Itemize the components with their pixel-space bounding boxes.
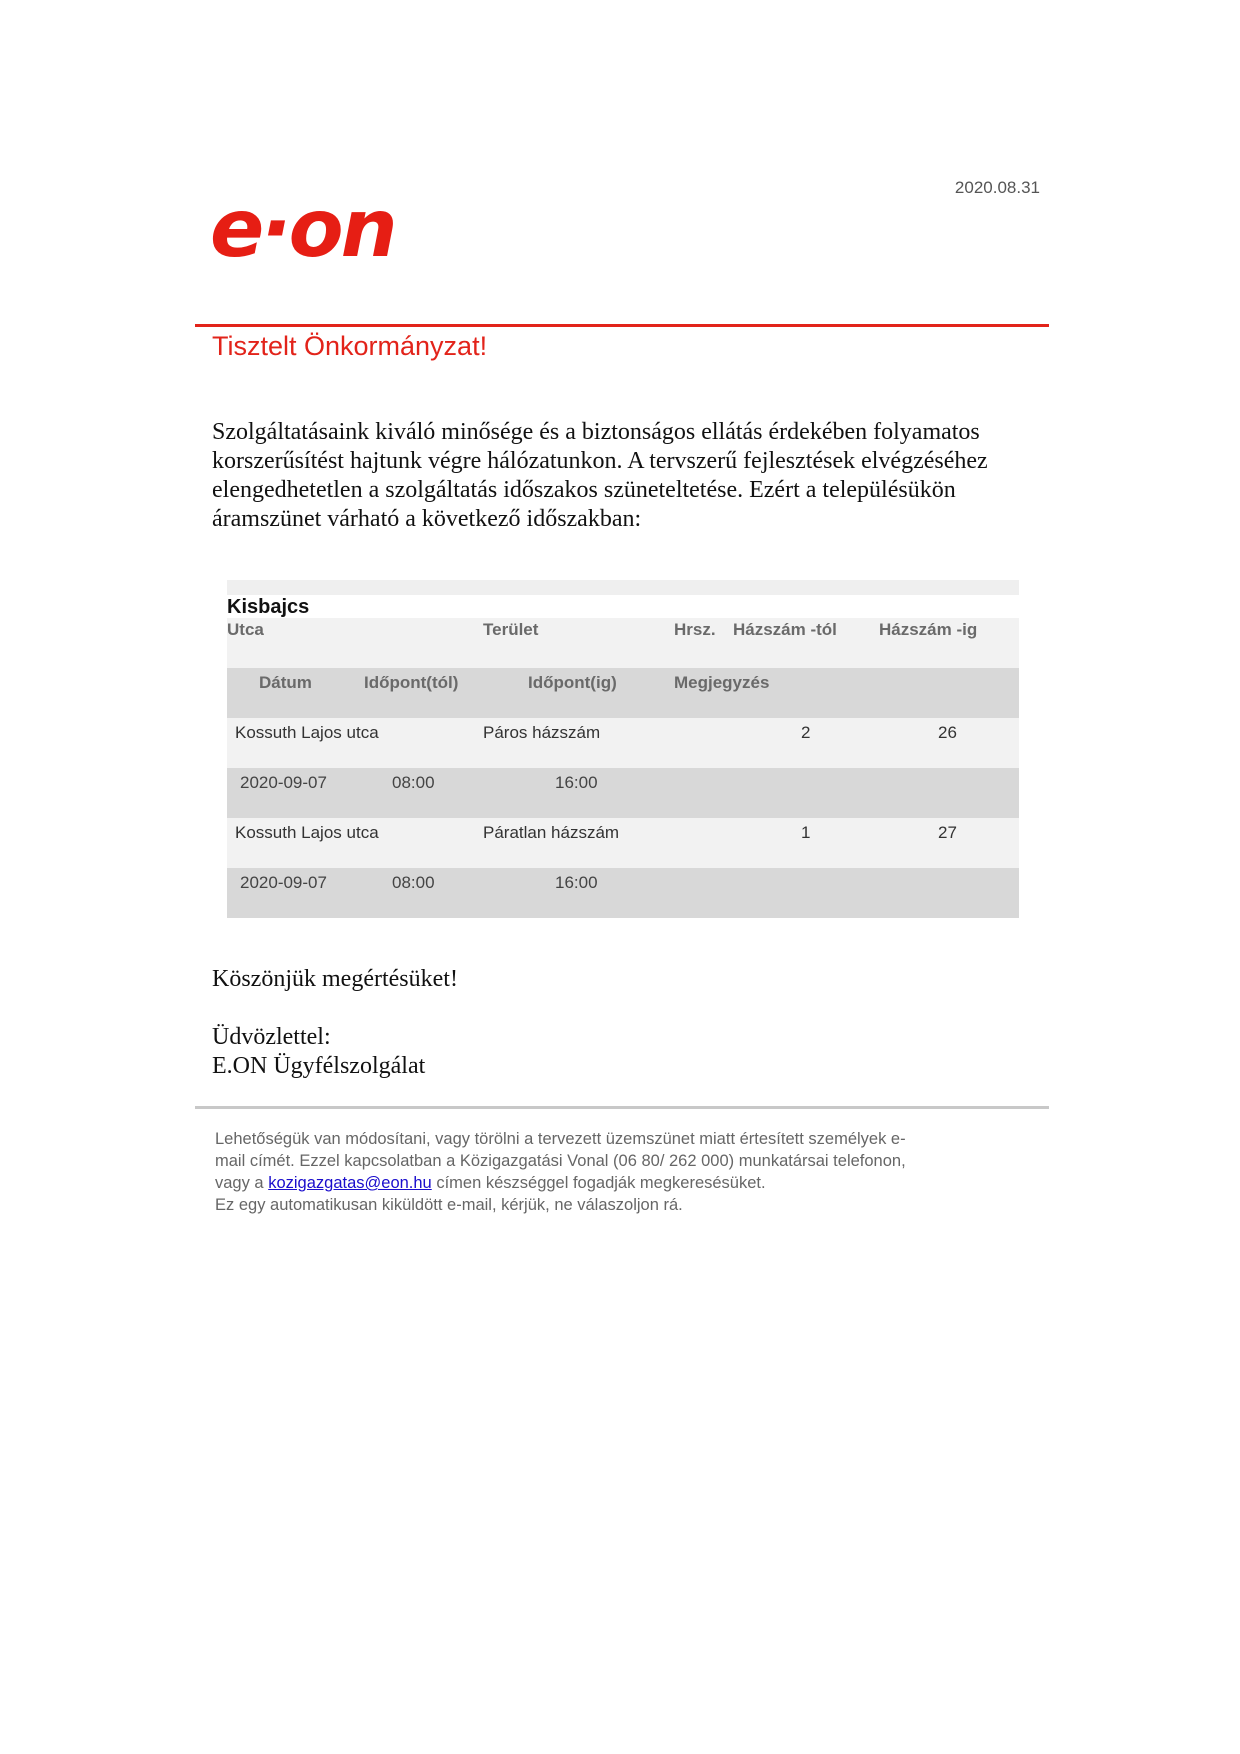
thanks-text: Köszönjük megértésüket! [212, 966, 458, 992]
table-row [227, 718, 1019, 768]
intro-line: elengedhetetlen a szolgáltatás időszakos szüneteltetése. Ezért a településükön [212, 477, 956, 503]
header-divider [195, 324, 1049, 327]
col-time-from-header: Időpont(tól) [364, 673, 459, 692]
footer-line: Ez egy automatikusan kiküldött e-mail, kérjük, ne válaszoljon rá. [215, 1196, 683, 1214]
outage-table [227, 580, 1019, 918]
table-row [227, 818, 1019, 868]
time-from-cell: 08:00 [392, 773, 435, 792]
intro-line: korszerűsítést hajtunk végre hálózatunkon. A tervszerű fejlesztések elvégzéséhez [212, 448, 988, 474]
eon-logo [210, 188, 470, 270]
table-top-strip [227, 580, 1019, 595]
col-street-header: Utca [227, 620, 264, 639]
footer-text: címen készséggel fogadják megkeresésüket. [431, 1174, 766, 1192]
intro-line: Szolgáltatásaink kiváló minősége és a biztonságos ellátás érdekében folyamatos [212, 419, 980, 445]
footer-line [215, 1172, 1015, 1194]
area-cell: Páratlan házszám [483, 823, 620, 842]
to-number-cell: 26 [938, 723, 957, 742]
footer-text: vagy a [215, 1174, 269, 1192]
table-row [227, 768, 1019, 818]
location-title: Kisbajcs [227, 596, 310, 618]
col-from-number-header: Házszám -tól [733, 620, 837, 639]
time-to-cell: 16:00 [555, 773, 598, 792]
time-to-cell: 16:00 [555, 873, 598, 892]
intro-line: áramszünet várható a következő időszakban: [212, 506, 642, 532]
footer-divider [195, 1106, 1049, 1109]
street-cell: Kossuth Lajos utca [235, 823, 379, 842]
intro-paragraph [212, 418, 1052, 534]
regards-text: Üdvözlettel: [212, 1024, 331, 1050]
email-link[interactable]: kozigazgatas@eon.hu [268, 1174, 432, 1192]
date-cell: 2020-09-07 [240, 873, 327, 892]
col-note-header: Megjegyzés [674, 673, 770, 692]
from-number-cell: 2 [801, 723, 811, 742]
time-from-cell: 08:00 [392, 873, 435, 892]
signature-text: E.ON Ügyfélszolgálat [212, 1053, 426, 1079]
area-cell: Páros házszám [483, 723, 601, 742]
col-to-number-header: Házszám -ig [879, 620, 978, 639]
header-row-address [227, 618, 1019, 668]
signature-block [212, 1023, 425, 1081]
logo-wordmark: e·on [210, 188, 395, 270]
greeting: Tisztelt Önkormányzat! [212, 331, 488, 361]
footer-line: Lehetőségük van módosítani, vagy törölni a tervezett üzemszünet miatt értesített személyek e- [215, 1130, 906, 1148]
col-date-header: Dátum [259, 673, 312, 692]
table-row [227, 868, 1019, 918]
col-hrsz-header: Hrsz. [674, 620, 716, 639]
to-number-cell: 27 [938, 823, 957, 842]
footer-notice [215, 1128, 1015, 1216]
date-cell: 2020-09-07 [240, 773, 327, 792]
header-row-time [227, 668, 1019, 718]
from-number-cell: 1 [801, 823, 811, 842]
letter-date: 2020.08.31 [954, 178, 1040, 197]
footer-line: mail címét. Ezzel kapcsolatban a Közigazgatási Vonal (06 80/ 262 000) munkatársai telefonon, [215, 1152, 906, 1170]
col-time-to-header: Időpont(ig) [528, 673, 617, 692]
street-cell: Kossuth Lajos utca [235, 723, 379, 742]
col-area-header: Terület [483, 620, 539, 639]
